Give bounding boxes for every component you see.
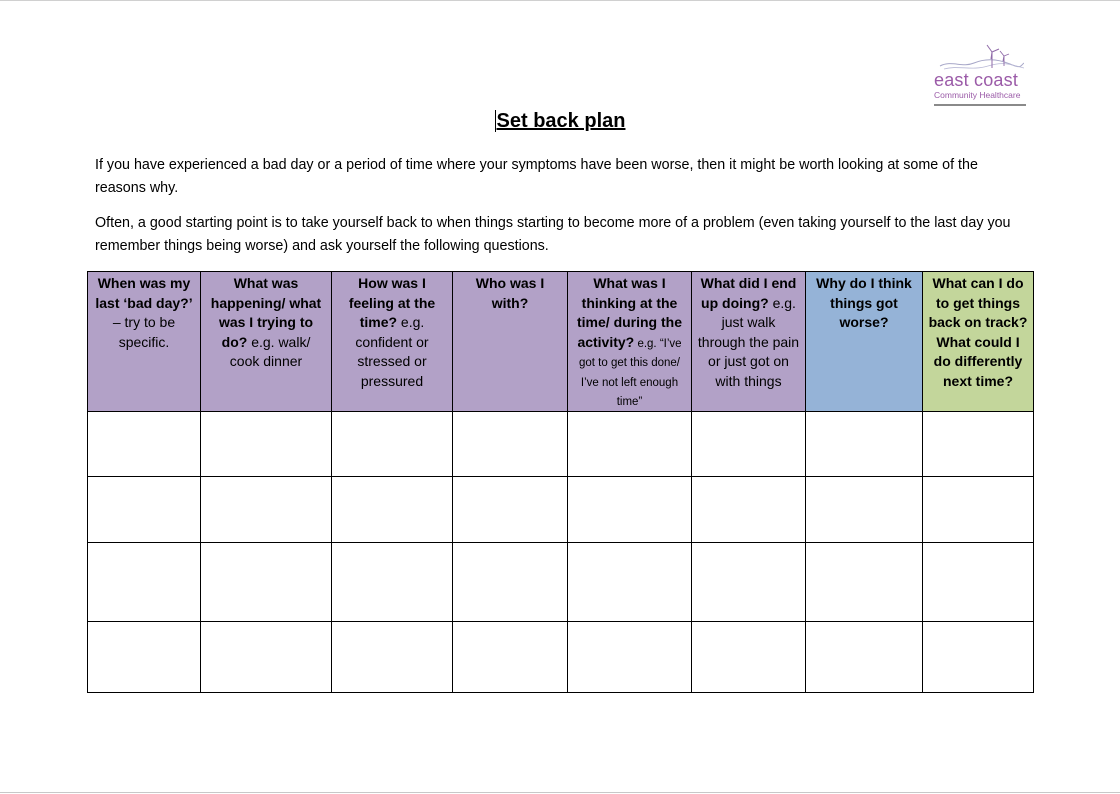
table-cell[interactable]: [332, 411, 453, 476]
intro-paragraph-1[interactable]: If you have experienced a bad day or a period of time where your symptoms have been worse, then it might be worth looking at some of the reasons why.: [95, 157, 978, 196]
table-cell[interactable]: [453, 621, 568, 692]
table-cell[interactable]: [923, 621, 1034, 692]
header-detail: e.g. walk/ cook dinner: [229, 333, 311, 369]
table-cell[interactable]: [201, 542, 332, 621]
logo-name: east coast: [934, 70, 1019, 90]
table-cell[interactable]: [568, 621, 692, 692]
header-detail: e.g. confident or stressed or pressured: [355, 314, 429, 389]
header-bold: What did I end up doing?: [700, 275, 797, 311]
header-detail: – try to be specific.: [112, 314, 176, 350]
header-detail: e.g. “I’ve got to get this done/ I’ve not left enough time”: [578, 337, 682, 408]
header-bold: Why do I think things got worse?: [816, 275, 912, 330]
header-what-can-i-do[interactable]: [923, 272, 1034, 412]
table-cell[interactable]: [201, 476, 332, 542]
table-cell[interactable]: [88, 621, 201, 692]
table-cell[interactable]: [806, 621, 923, 692]
table-cell[interactable]: [692, 542, 806, 621]
table-cell[interactable]: [332, 621, 453, 692]
table-cell[interactable]: [806, 542, 923, 621]
header-what-did-i-end-up-doing[interactable]: [692, 272, 806, 412]
page-title[interactable]: Set back plan: [496, 110, 626, 132]
table-cell[interactable]: [453, 411, 568, 476]
logo: [930, 44, 1030, 108]
table-cell[interactable]: [332, 476, 453, 542]
table-row: [88, 476, 1034, 542]
table-cell[interactable]: [923, 542, 1034, 621]
table-header-row: [88, 272, 1034, 412]
header-what-was-i-thinking[interactable]: [568, 272, 692, 412]
table-cell[interactable]: [568, 542, 692, 621]
header-bold: How was I feeling at the time?: [348, 275, 436, 330]
table-cell[interactable]: [923, 411, 1034, 476]
header-bold: When was my last ‘bad day?’: [95, 275, 193, 311]
logo-subtitle: Community Healthcare: [934, 90, 1021, 100]
table-row: [88, 621, 1034, 692]
header-why-things-got-worse[interactable]: [806, 272, 923, 412]
table-row: [88, 542, 1034, 621]
logo-underline: [934, 104, 1026, 106]
table-cell[interactable]: [332, 542, 453, 621]
header-detail: e.g. just walk through the pain or just got on with things: [697, 294, 800, 389]
table-cell[interactable]: [806, 411, 923, 476]
table-cell[interactable]: [88, 411, 201, 476]
page-top-edge: [0, 0, 1120, 1]
header-bold: What was I thinking at the time/ during the activity?: [577, 275, 682, 350]
page-bottom-edge: [0, 792, 1120, 793]
table-cell[interactable]: [568, 476, 692, 542]
table-cell[interactable]: [453, 542, 568, 621]
set-back-plan-table: [87, 271, 1034, 693]
table-cell[interactable]: [453, 476, 568, 542]
wind-turbine-logo-icon: [938, 44, 1024, 72]
table-cell[interactable]: [692, 621, 806, 692]
table-cell[interactable]: [88, 542, 201, 621]
header-who-was-i-with[interactable]: [453, 272, 568, 412]
table-cell[interactable]: [692, 411, 806, 476]
intro-paragraph-2[interactable]: Often, a good starting point is to take yourself back to when things starting to become more of a problem (even taking yourself to the last day you remember things being worse) and ask yourself the following questions.: [95, 215, 1011, 254]
table-cell[interactable]: [692, 476, 806, 542]
header-last-bad-day[interactable]: [88, 272, 201, 412]
header-how-was-i-feeling[interactable]: [332, 272, 453, 412]
header-bold: What was happening/ what was I trying to do?: [210, 275, 322, 350]
header-what-was-happening[interactable]: [201, 272, 332, 412]
table-cell[interactable]: [201, 621, 332, 692]
page-title-wrapper: [0, 110, 1120, 133]
header-bold: Who was I with?: [475, 275, 545, 311]
table-row: [88, 411, 1034, 476]
table-cell[interactable]: [88, 476, 201, 542]
table-cell[interactable]: [923, 476, 1034, 542]
table-cell[interactable]: [201, 411, 332, 476]
table-cell[interactable]: [568, 411, 692, 476]
table-cell[interactable]: [806, 476, 923, 542]
header-bold: What can I do to get things back on track? What could I do differently next time?: [928, 275, 1028, 389]
